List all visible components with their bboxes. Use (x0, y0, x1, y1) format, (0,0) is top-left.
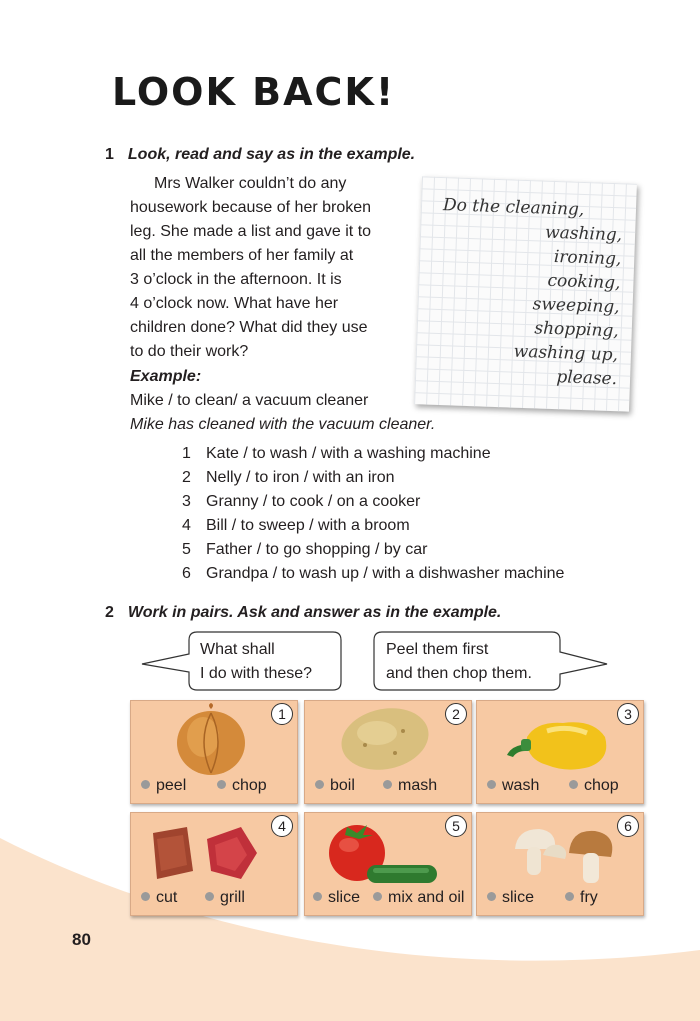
list-item: 6 Grandpa / to wash up / with a dishwasher machine (182, 565, 565, 582)
verb-label: peel (141, 777, 186, 795)
list-item: 4 Bill / to sweep / with a broom (182, 517, 410, 534)
note-line: ironing, (553, 246, 622, 270)
example-answer: Mike has cleaned with the vacuum cleaner. (130, 416, 436, 433)
page-title: LOOK BACK! (112, 70, 396, 114)
page-number: 80 (72, 930, 91, 949)
example-prompt: Mike / to clean/ a vacuum cleaner (130, 392, 369, 409)
note-line: shopping, (534, 318, 620, 342)
food-card-tomato-cucumber (304, 812, 472, 916)
list-item: 3 Granny / to cook / on a cooker (182, 493, 421, 510)
food-card-onion (130, 700, 298, 804)
section-2-heading: 2 Work in pairs. Ask and answer as in the example. (105, 604, 502, 621)
verb-label: slice (313, 889, 360, 907)
food-card-meat (130, 812, 298, 916)
verb-label: wash (487, 777, 539, 795)
card-number-badge: 3 (617, 703, 639, 725)
list-item: 1 Kate / to wash / with a washing machine (182, 445, 491, 462)
example-label: Example: (130, 368, 202, 385)
note-line: please. (556, 367, 618, 390)
verb-label: chop (569, 777, 619, 795)
bubble-right-text: Peel them first and then chop them. (386, 641, 532, 682)
section-1-heading: 1 Look, read and say as in the example. (105, 146, 416, 163)
verb-label: slice (487, 889, 534, 907)
verb-label: chop (217, 777, 267, 795)
note-line: sweeping, (532, 294, 620, 318)
story-paragraph: Mrs Walker couldn’t do any housework because of her broken leg. She made a list and gave it to all the members of her family at 3 o’clock in the afternoon. It is 4 o’clock now. What have her children done? What did they use to do their work? (130, 175, 372, 360)
list-item: 5 Father / to go shopping / by car (182, 541, 428, 558)
card-number-badge: 4 (271, 815, 293, 837)
card-number-badge: 2 (445, 703, 467, 725)
food-card-pepper (476, 700, 644, 804)
bubble-left-text: What shall I do with these? (200, 641, 313, 682)
verb-label: cut (141, 889, 177, 907)
card-number-badge: 1 (271, 703, 293, 725)
verb-label: grill (205, 889, 245, 907)
verb-label: boil (315, 777, 355, 795)
verb-label: mash (383, 777, 437, 795)
card-number-badge: 5 (445, 815, 467, 837)
note-line: cooking, (547, 270, 621, 294)
food-card-potato (304, 700, 472, 804)
verb-label: mix and oil (373, 889, 464, 907)
note-line: Do the cleaning, (442, 195, 585, 220)
note-line: washing, (544, 222, 623, 246)
list-item: 2 Nelly / to iron / with an iron (182, 469, 395, 486)
note-line: washing up, (513, 341, 619, 366)
verb-label: fry (565, 889, 598, 907)
food-card-grid (130, 700, 642, 914)
food-card-mushrooms (476, 812, 644, 916)
card-number-badge: 6 (617, 815, 639, 837)
